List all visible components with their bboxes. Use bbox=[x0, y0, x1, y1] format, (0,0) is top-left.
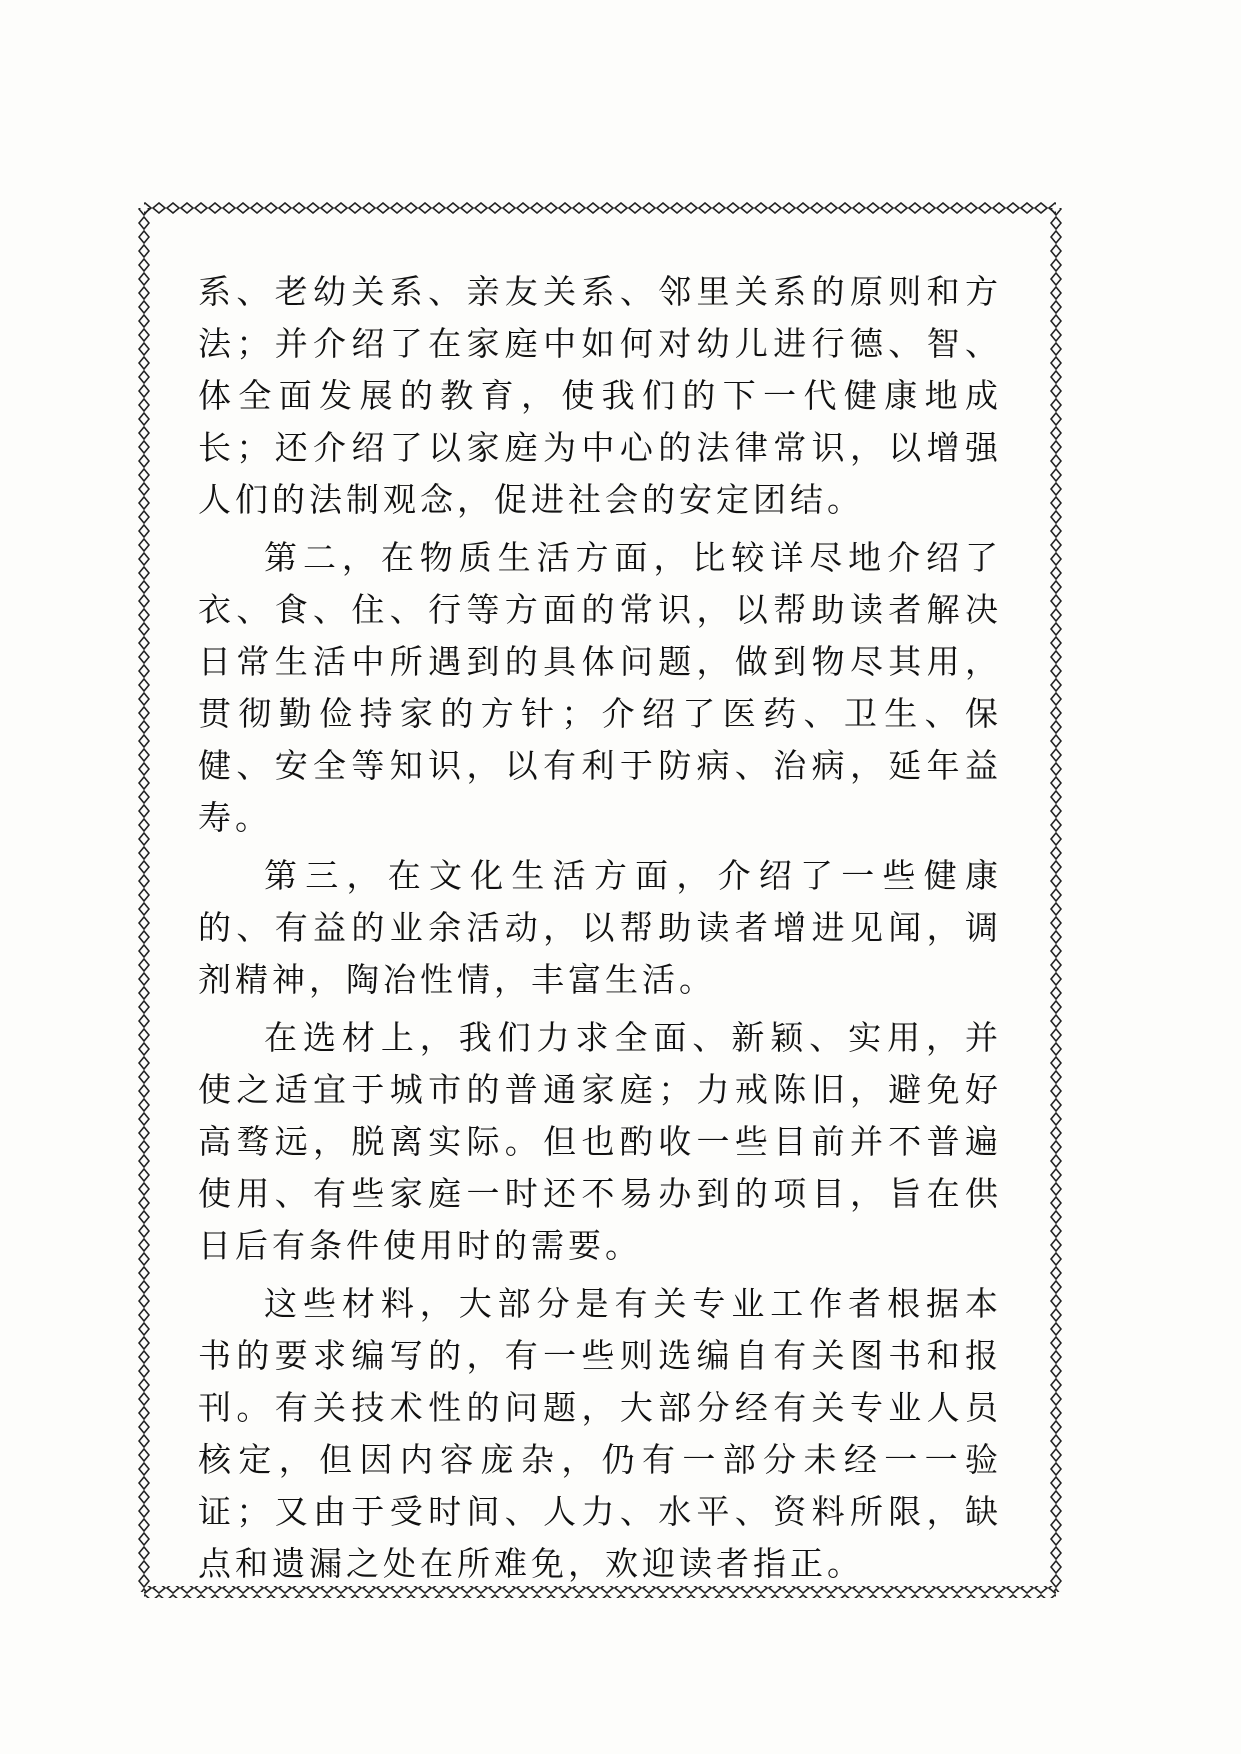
body-text bbox=[198, 266, 1002, 1596]
paragraph-4: 在选材上，我们力求全面、新颖、实用，并使之适宜于城市的普通家庭；力戒陈旧，避免好高骛远，脱离实际。但也酌收一些目前并不普遍使用、有些家庭一时还不易办到的项目，旨在供日后有条件使用时的需要。 bbox=[198, 1018, 1002, 1265]
paragraph-3: 第三，在文化生活方面，介绍了一些健康的、有益的业余活动，以帮助读者增进见闻，调剂精神，陶冶性情，丰富生活。 bbox=[198, 856, 1002, 999]
decorative-frame bbox=[138, 202, 1062, 1598]
paragraph-1: 系、老幼关系、亲友关系、邻里关系的原则和方法；并介绍了在家庭中如何对幼儿进行德、智、体全面发展的教育，使我们的下一代健康地成长；还介绍了以家庭为中心的法律常识，以增强人们的法制观念，促进社会的安定团结。 bbox=[198, 272, 1002, 519]
paragraph-2: 第二，在物质生活方面，比较详尽地介绍了衣、食、住、行等方面的常识，以帮助读者解决日常生活中所遇到的具体问题，做到物尽其用，贯彻勤俭持家的方针；介绍了医药、卫生、保健、安全等知识，以有利于防病、治病，延年益寿。 bbox=[198, 538, 1002, 837]
paragraph-5: 这些材料，大部分是有关专业工作者根据本书的要求编写的，有一些则选编自有关图书和报刊。有关技术性的问题，大部分经有关专业人员核定，但因内容庞杂，仍有一部分未经一一验证；又由于受时间、人力、水平、资料所限，缺点和遗漏之处在所难免，欢迎读者指正。 bbox=[198, 1284, 1002, 1583]
